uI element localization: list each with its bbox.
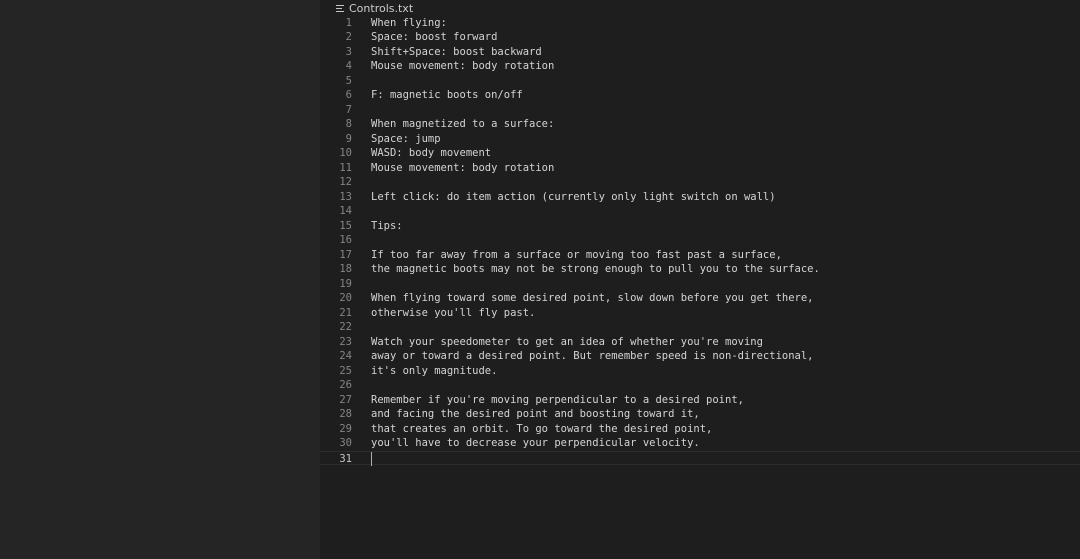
line-number: 29 (339, 422, 352, 435)
line-number: 3 (345, 45, 352, 58)
text-editor[interactable] (320, 0, 1080, 559)
editor-line[interactable] (320, 219, 1080, 234)
editor-line[interactable] (320, 306, 1080, 321)
editor-line[interactable] (320, 364, 1080, 379)
line-text[interactable]: Remember if you're moving perpendicular to a desired point, (371, 393, 744, 406)
line-number: 14 (339, 205, 352, 217)
line-text[interactable]: Watch your speedometer to get an idea of whether you're moving (371, 335, 763, 348)
editor-line[interactable] (320, 117, 1080, 132)
line-text[interactable]: When flying toward some desired point, slow down before you get there, (371, 292, 814, 304)
line-text[interactable]: that creates an orbit. To go toward the desired point, (371, 422, 713, 435)
line-text[interactable]: Space: jump (371, 132, 441, 145)
line-number: 24 (339, 350, 352, 362)
line-text[interactable]: Shift+Space: boost backward (371, 45, 542, 58)
line-text[interactable]: Space: boost forward (371, 31, 498, 43)
file-breadcrumb[interactable] (336, 1, 413, 15)
line-text[interactable]: the magnetic boots may not be strong enough to pull you to the surface. (371, 263, 820, 275)
line-number: 2 (345, 31, 352, 43)
text-cursor (371, 452, 372, 466)
editor-line[interactable] (320, 451, 1080, 466)
editor-line[interactable] (320, 132, 1080, 147)
line-text[interactable]: Left click: do item action (currently only light switch on wall) (371, 190, 776, 203)
line-text[interactable]: If too far away from a surface or moving too fast past a surface, (371, 248, 782, 261)
line-number: 9 (345, 132, 352, 145)
line-text[interactable]: Tips: (371, 219, 403, 232)
editor-line[interactable] (320, 161, 1080, 176)
line-number: 18 (339, 263, 352, 275)
line-number: 21 (339, 306, 352, 319)
line-number: 31 (339, 452, 352, 465)
editor-line[interactable] (320, 88, 1080, 103)
line-text[interactable]: Mouse movement: body rotation (371, 161, 555, 174)
line-number: 30 (339, 437, 352, 449)
line-number: 26 (339, 379, 352, 391)
side-panel (0, 0, 320, 559)
line-number: 19 (339, 277, 352, 290)
editor-line[interactable] (320, 233, 1080, 248)
line-text[interactable]: away or toward a desired point. But remember speed is non-directional, (371, 350, 814, 362)
line-number: 8 (345, 118, 352, 130)
editor-line[interactable] (320, 349, 1080, 364)
line-text[interactable]: and facing the desired point and boosting toward it, (371, 408, 700, 420)
editor-line[interactable] (320, 103, 1080, 118)
line-text[interactable]: When magnetized to a surface: (371, 118, 555, 130)
editor-line[interactable] (320, 277, 1080, 292)
editor-line[interactable] (320, 320, 1080, 335)
line-text[interactable]: otherwise you'll fly past. (371, 306, 536, 319)
text-file-icon (336, 4, 346, 13)
line-text[interactable]: you'll have to decrease your perpendicular velocity. (371, 437, 700, 449)
editor-line[interactable] (320, 146, 1080, 161)
line-number: 25 (339, 364, 352, 377)
editor-line[interactable] (320, 190, 1080, 205)
line-number: 5 (345, 74, 352, 87)
editor-line[interactable] (320, 262, 1080, 277)
line-text[interactable]: Mouse movement: body rotation (371, 60, 555, 72)
line-number: 23 (339, 335, 352, 348)
line-number: 27 (339, 393, 352, 406)
line-text[interactable]: WASD: body movement (371, 147, 492, 159)
line-number: 7 (345, 103, 352, 116)
editor-line[interactable] (320, 204, 1080, 219)
line-number: 15 (339, 219, 352, 232)
line-number: 16 (339, 234, 352, 246)
line-text[interactable]: it's only magnitude. (371, 364, 498, 377)
editor-line[interactable] (320, 436, 1080, 451)
line-number: 13 (339, 190, 352, 203)
line-number: 4 (345, 60, 352, 72)
editor-line[interactable] (320, 59, 1080, 74)
line-number: 11 (339, 161, 352, 174)
editor-line[interactable] (320, 45, 1080, 60)
editor-line[interactable] (320, 175, 1080, 190)
line-number: 10 (339, 147, 352, 159)
line-number: 12 (339, 176, 352, 188)
editor-line[interactable] (320, 422, 1080, 437)
line-number: 20 (339, 292, 352, 304)
line-text[interactable]: When flying: (371, 16, 447, 29)
editor-line[interactable] (320, 74, 1080, 89)
editor-lines[interactable] (320, 16, 1080, 466)
editor-line[interactable] (320, 30, 1080, 45)
line-number: 22 (339, 321, 352, 333)
editor-line[interactable] (320, 407, 1080, 422)
editor-line[interactable] (320, 393, 1080, 408)
line-text[interactable]: F: magnetic boots on/off (371, 89, 523, 101)
editor-line[interactable] (320, 378, 1080, 393)
editor-line[interactable] (320, 16, 1080, 31)
editor-line[interactable] (320, 291, 1080, 306)
line-number: 28 (339, 408, 352, 420)
editor-line[interactable] (320, 335, 1080, 350)
line-number: 6 (345, 89, 352, 101)
editor-line[interactable] (320, 248, 1080, 263)
file-name: Controls.txt (349, 1, 414, 15)
line-number: 1 (345, 16, 352, 29)
line-number: 17 (339, 248, 352, 261)
